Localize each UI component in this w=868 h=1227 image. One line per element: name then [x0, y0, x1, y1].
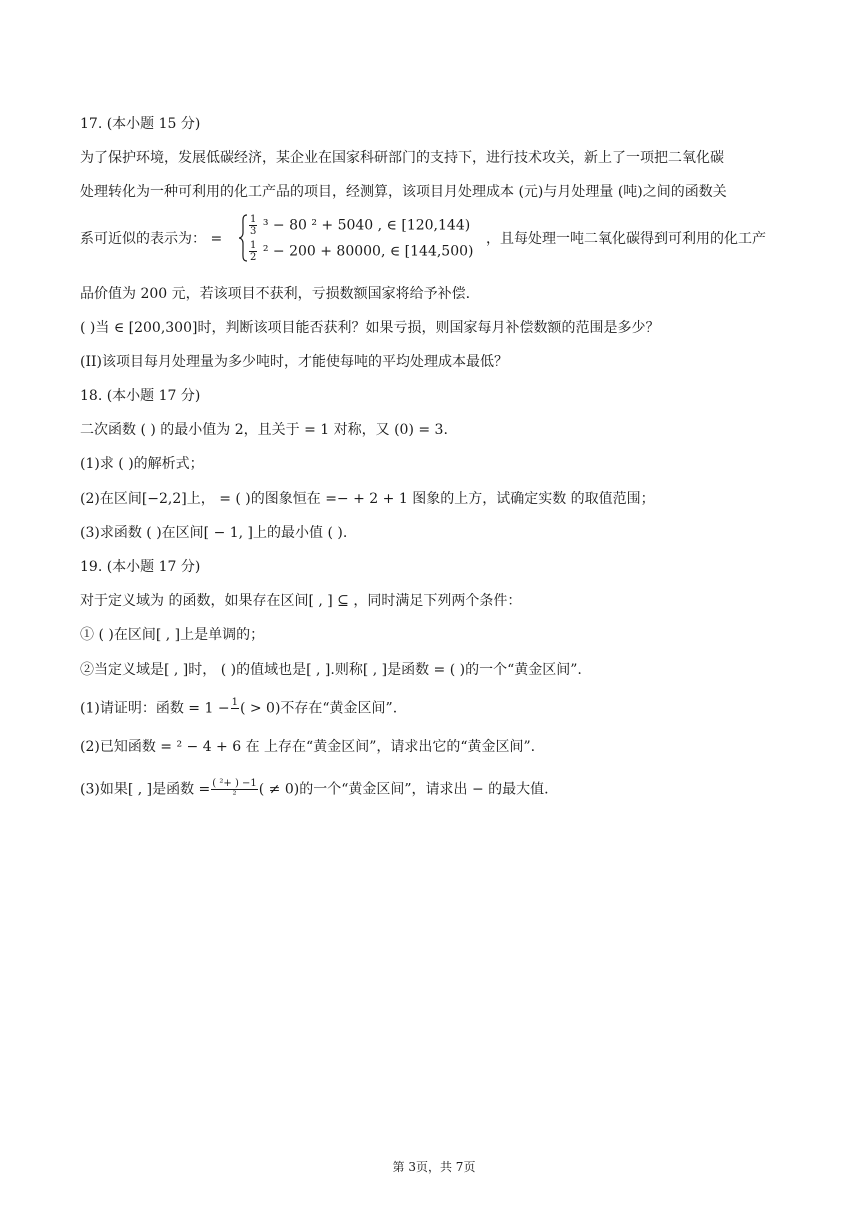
q17-part1: ( )当 ∈ [200,300]时，判断该项目能否获利？如果亏损，则国家每月补偿数额的范围是多少？ — [80, 320, 660, 336]
q18-line1: 二次函数 ( ) 的最小值为 2，且关于 = 1 对称，又 (0) = 3. — [80, 422, 448, 438]
q17-line3-lead: 系可近似的表示为： = — [80, 231, 223, 247]
q17-line1: 为了保护环境，发展低碳经济，某企业在国家科研部门的支持下，进行技术攻关，新上了一项把二氧化碳 — [80, 150, 724, 166]
q19-header: 19. (本小题 17 分) — [80, 559, 201, 575]
q19-part3-fraction: $\frac{\text{( ²+ ) −1}}{\text{²}}$ — [212, 778, 257, 801]
q18-part3: (3)求函数 ( )在区间[ − 1, ]上的最小值 ( ). — [80, 525, 348, 541]
q19-part3: (3)如果[ , ]是函数 = $\frac{\text{( ²+ ) −1}}{\text{²}}$ ( ≠ 0)的一个“黄金区间”，请求出 − 的最大值. — [80, 778, 549, 801]
q18-header: 18. (本小题 17 分) — [80, 388, 201, 404]
q19-cond2: ②当定义域是[ , ]时， ( )的值域也是[ , ].则称[ , ]是函数 = ( )的一个“黄金区间”. — [80, 662, 582, 678]
q19-part1: (1)请证明：函数 = 1 − 1 ( > 0)不存在“黄金区间”. — [80, 697, 800, 720]
left-brace-icon — [238, 214, 248, 262]
q17-line3-tail: ，且每处理一吨二氧化碳得到可利用的化工产 — [486, 231, 766, 247]
q17-case1: $\frac{1}{3}$ ³ − 80 ² + 5040 , ∈ [120,144) — [250, 214, 471, 237]
q18-part1: (1)求 ( )的解析式； — [80, 456, 204, 472]
q18-part2: (2)在区间[−2,2]上， = ( )的图象恒在 =− + 2 + 1 图象的上方，试确定实数 的取值范围； — [80, 491, 655, 507]
q17-header: 17. (本小题 15 分) — [80, 116, 201, 132]
q17-case2-fraction: $\frac{1}{2}$ — [250, 240, 257, 263]
q17-piecewise-function — [80, 210, 800, 266]
q17-line2: 处理转化为一种可利用的化工产品的项目，经测算，该项目月处理成本 (元)与月处理量 (吨)之间的函数关 — [80, 184, 727, 200]
q17-case2: $\frac{1}{2}$ ² − 200 + 80000, ∈ [144,500) — [250, 240, 474, 263]
q19-line1: 对于定义域为 的函数，如果存在区间[ , ] ⊆ ，同时满足下列两个条件： — [80, 593, 522, 609]
q17-line4: 品价值为 200 元，若该项目不获利，亏损数额国家将给予补偿. — [80, 286, 471, 302]
q17-case1-fraction: $\frac{1}{3}$ — [250, 214, 257, 237]
q17-part2: (II)该项目每月处理量为多少吨时，才能使每吨的平均处理成本最低？ — [80, 354, 508, 370]
page-footer: 第 3页，共 7页 — [392, 1160, 476, 1174]
q19-part2: (2)已知函数 = ² − 4 + 6 在 上存在“黄金区间”，请求出它的“黄金区间”. — [80, 739, 536, 755]
q19-part1-fraction: 1 — [231, 697, 238, 708]
q19-cond1: ① ( )在区间[ , ]上是单调的； — [80, 627, 265, 643]
